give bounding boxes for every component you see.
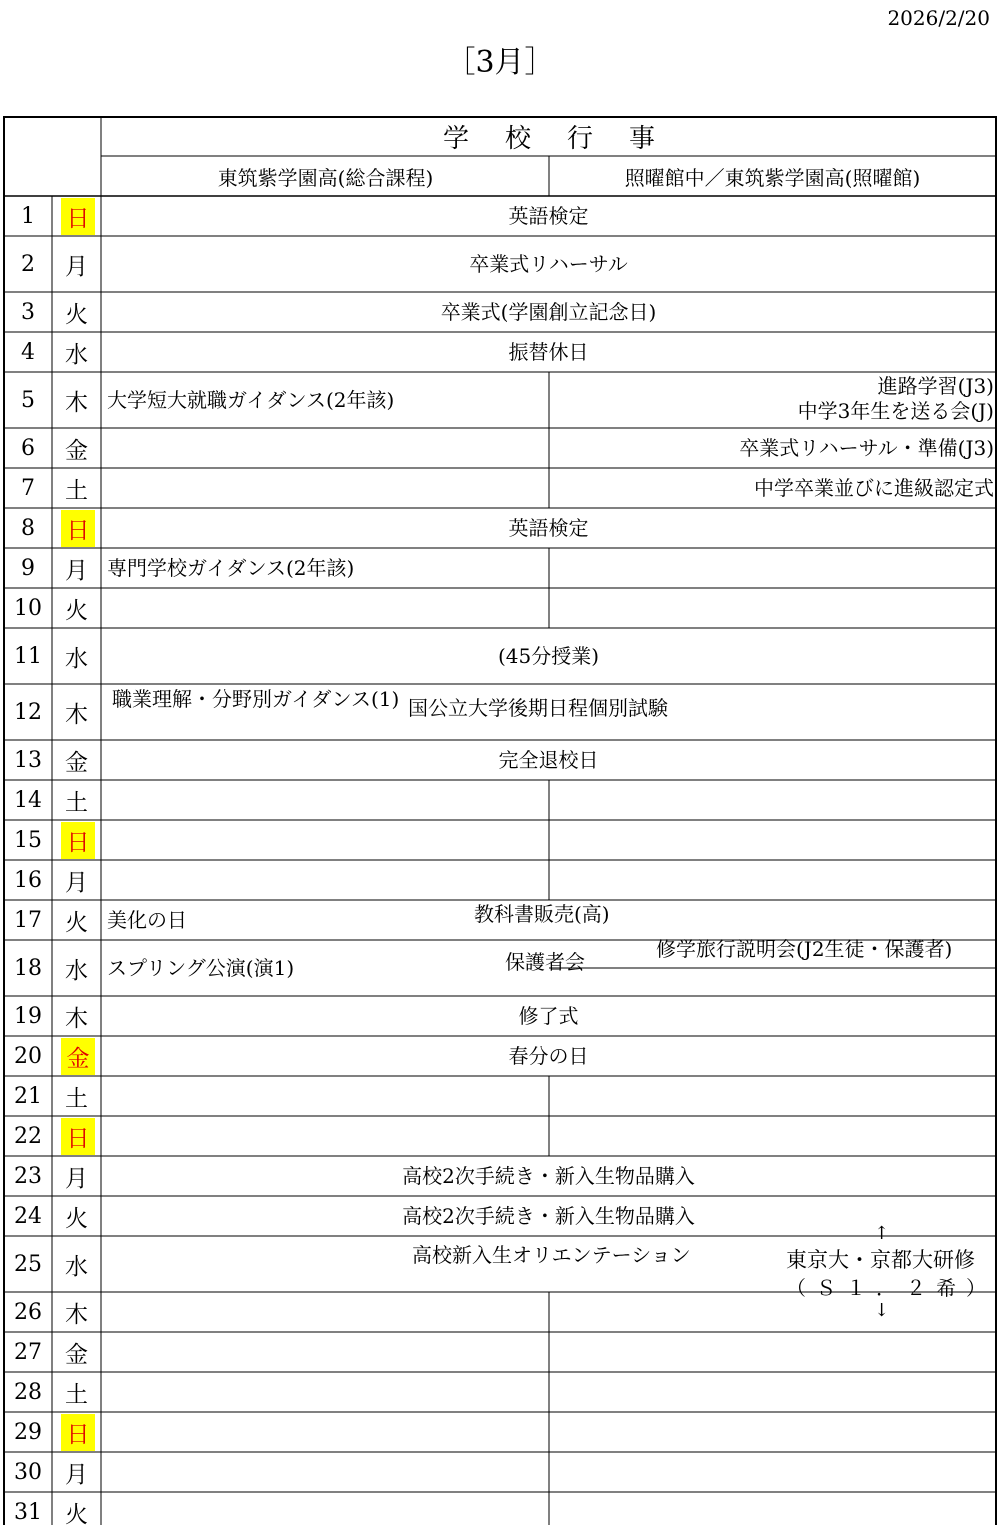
day-number: 3 xyxy=(21,299,35,325)
event-day17-general: 美化の日 xyxy=(107,908,187,932)
weekday: 金 xyxy=(65,749,88,776)
event-trip-group: （Ｓ１．２希） xyxy=(786,1276,996,1300)
event-day1: 英語検定 xyxy=(508,204,589,228)
weekday: 火 xyxy=(65,909,88,936)
table-frame xyxy=(4,117,996,1525)
event-day11: (45分授業) xyxy=(497,644,600,668)
event-day17-textbook: 教科書販売(高) xyxy=(474,902,610,926)
weekday-holiday: 日 xyxy=(61,1118,95,1155)
weekday: 火 xyxy=(65,597,88,624)
event-day19: 修了式 xyxy=(518,1004,579,1028)
day-number: 26 xyxy=(14,1299,42,1325)
day-number: 6 xyxy=(21,435,35,461)
weekday: 金 xyxy=(65,437,88,464)
weekday-holiday: 日 xyxy=(61,822,95,859)
day-number: 14 xyxy=(14,787,42,813)
weekday: 月 xyxy=(65,253,88,280)
weekday: 土 xyxy=(65,1381,88,1408)
day-number: 27 xyxy=(14,1339,42,1365)
event-day9-general: 専門学校ガイダンス(2年該) xyxy=(107,556,355,580)
event-day5-shoyokan-1: 進路学習(J3) xyxy=(877,374,994,398)
day-number: 25 xyxy=(14,1251,42,1277)
document-date: 2026/2/20 xyxy=(887,6,990,30)
day-number: 23 xyxy=(14,1163,42,1189)
event-day2: 卒業式リハーサル xyxy=(469,252,628,276)
weekday: 火 xyxy=(65,1205,88,1232)
day-number: 21 xyxy=(14,1083,42,1109)
day-number: 15 xyxy=(14,827,42,853)
day-number: 20 xyxy=(14,1043,42,1069)
event-day6-shoyokan: 卒業式リハーサル・準備(J3) xyxy=(739,436,994,460)
event-day24: 高校2次手続き・新入生物品購入 xyxy=(402,1204,695,1228)
weekday: 火 xyxy=(65,301,88,328)
day-number: 24 xyxy=(14,1203,42,1229)
event-day5-general: 大学短大就職ガイダンス(2年該) xyxy=(107,388,395,412)
arrow-down-icon: ↓ xyxy=(874,1300,890,1321)
event-day18-trip-briefing: 修学旅行説明会(J2生徒・保護者) xyxy=(656,937,953,961)
weekday: 金 xyxy=(65,1341,88,1368)
weekday: 火 xyxy=(65,1501,88,1528)
weekday: 水 xyxy=(65,341,88,368)
weekday-holiday: 日 xyxy=(61,198,95,235)
day-number: 12 xyxy=(14,699,42,725)
event-day12-exam: 国公立大学後期日程個別試験 xyxy=(408,696,668,720)
weekday-holiday: 日 xyxy=(61,1414,95,1451)
day-number: 7 xyxy=(21,475,35,501)
day-number: 10 xyxy=(14,595,42,621)
weekday: 水 xyxy=(65,1253,88,1280)
weekday: 木 xyxy=(65,701,88,728)
event-day18-general: スプリング公演(演1) xyxy=(107,956,295,980)
weekday-holiday: 日 xyxy=(61,510,95,547)
day-number: 1 xyxy=(21,203,35,229)
header-column-general: 東筑紫学園高(総合課程) xyxy=(217,165,434,190)
event-day20: 春分の日 xyxy=(508,1044,589,1068)
weekday: 土 xyxy=(65,477,88,504)
event-day23: 高校2次手続き・新入生物品購入 xyxy=(402,1164,695,1188)
event-day3: 卒業式(学園創立記念日) xyxy=(440,300,657,324)
weekday: 土 xyxy=(65,789,88,816)
event-day8: 英語検定 xyxy=(508,516,589,540)
day-number: 19 xyxy=(14,1003,42,1029)
weekday: 土 xyxy=(65,1085,88,1112)
day-number: 9 xyxy=(21,555,35,581)
weekday-holiday: 金 xyxy=(61,1038,95,1075)
weekday: 水 xyxy=(65,957,88,984)
weekday: 月 xyxy=(65,869,88,896)
weekday: 月 xyxy=(65,1165,88,1192)
weekday: 木 xyxy=(65,389,88,416)
day-number: 17 xyxy=(14,907,42,933)
weekday: 木 xyxy=(65,1005,88,1032)
event-day5-shoyokan-2: 中学3年生を送る会(J) xyxy=(797,399,994,423)
page-title: ［3月］ xyxy=(445,45,555,80)
event-day13: 完全退校日 xyxy=(498,748,599,772)
day-number: 30 xyxy=(14,1459,42,1485)
day-number: 5 xyxy=(21,387,35,413)
event-day7-shoyokan: 中学卒業並びに進級認定式 xyxy=(754,476,994,500)
day-number: 8 xyxy=(21,515,35,541)
weekday: 月 xyxy=(65,1461,88,1488)
weekday: 水 xyxy=(65,645,88,672)
day-number: 31 xyxy=(14,1499,42,1525)
day-number: 2 xyxy=(21,251,35,277)
day-number: 16 xyxy=(14,867,42,893)
day-number: 22 xyxy=(14,1123,42,1149)
event-day18-parents: 保護者会 xyxy=(505,950,585,974)
day-number: 28 xyxy=(14,1379,42,1405)
day-number: 13 xyxy=(14,747,42,773)
header-school-events: 学校行事 xyxy=(442,124,691,154)
day-number: 29 xyxy=(14,1419,42,1445)
event-day12-general: 職業理解・分野別ガイダンス(1) xyxy=(112,687,400,711)
weekday: 月 xyxy=(65,557,88,584)
day-number: 18 xyxy=(14,955,42,981)
weekday: 木 xyxy=(65,1301,88,1328)
header-column-shoyokan: 照曜館中／東筑紫学園高(照曜館) xyxy=(624,165,921,190)
arrow-up-icon: ↑ xyxy=(874,1223,890,1244)
event-trip-title: 東京大・京都大研修 xyxy=(786,1248,975,1272)
day-number: 11 xyxy=(14,643,42,669)
event-day4: 振替休日 xyxy=(508,340,589,364)
event-day25: 高校新入生オリエンテーション xyxy=(412,1243,691,1267)
day-number: 4 xyxy=(21,339,35,365)
